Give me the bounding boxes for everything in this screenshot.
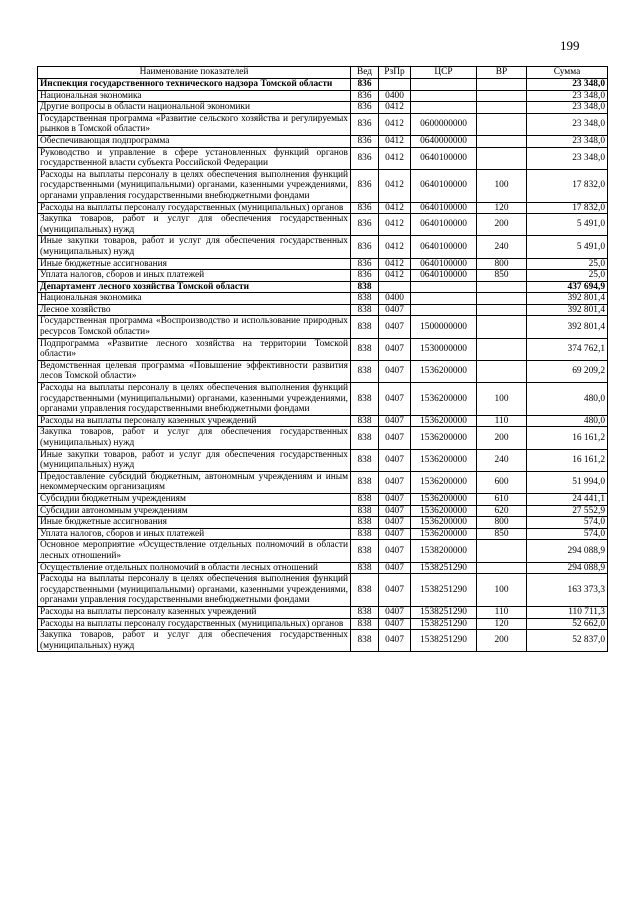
table-row xyxy=(38,493,608,505)
row-rzpr-cell: 0407 xyxy=(379,449,411,471)
row-sum-cell: 69 209,2 xyxy=(527,360,608,382)
row-name-cell: Руководство и управление в сфере установленных функций органов государственной власти субъекта Российской Федерации xyxy=(38,147,351,169)
table-row xyxy=(38,471,608,493)
row-rzpr-cell: 0407 xyxy=(379,528,411,540)
row-sum-cell: 163 373,3 xyxy=(527,574,608,607)
row-ved-cell: 836 xyxy=(351,147,379,169)
row-sum-cell: 51 994,0 xyxy=(527,471,608,493)
row-ved-cell: 838 xyxy=(351,574,379,607)
row-sum-cell: 27 552,9 xyxy=(527,505,608,517)
row-vr-cell: 240 xyxy=(477,449,527,471)
row-name-cell: Национальная экономика xyxy=(38,90,351,102)
row-name-cell: Субсидии автономным учреждениям xyxy=(38,505,351,517)
row-ved-cell: 838 xyxy=(351,316,379,338)
row-sum-cell: 392 801,4 xyxy=(527,293,608,305)
row-name-cell: Лесное хозяйство xyxy=(38,304,351,316)
row-rzpr-cell: 0407 xyxy=(379,630,411,652)
row-sum-cell: 25,0 xyxy=(527,258,608,270)
row-name-cell: Иные бюджетные ассигнования xyxy=(38,258,351,270)
row-rzpr-cell: 0407 xyxy=(379,316,411,338)
row-ved-cell: 838 xyxy=(351,360,379,382)
table-row xyxy=(38,540,608,562)
row-rzpr-cell: 0400 xyxy=(379,90,411,102)
row-sum-cell: 23 348,0 xyxy=(527,79,608,91)
row-name-cell: Расходы на выплаты персоналу государственных (муниципальных) органов xyxy=(38,202,351,214)
row-rzpr-cell: 0407 xyxy=(379,471,411,493)
row-name-cell: Расходы на выплаты персоналу в целях обеспечения выполнения функций государственными (муниципальными) органами, казенными учреждениями, органами управления государственными внебюджетными фондами xyxy=(38,383,351,416)
row-vr-cell: 200 xyxy=(477,427,527,449)
row-csr-cell: 1538251290 xyxy=(411,606,477,618)
row-ved-cell: 836 xyxy=(351,79,379,91)
row-rzpr-cell xyxy=(379,281,411,293)
row-csr-cell: 1538251290 xyxy=(411,618,477,630)
row-csr-cell: 1536200000 xyxy=(411,528,477,540)
row-ved-cell: 836 xyxy=(351,102,379,114)
row-name-cell: Другие вопросы в области национальной экономики xyxy=(38,102,351,114)
row-sum-cell: 437 694,9 xyxy=(527,281,608,293)
row-name-cell: Закупка товаров, работ и услуг для обеспечения государственных (муниципальных) нужд xyxy=(38,214,351,236)
row-vr-cell xyxy=(477,102,527,114)
row-name-cell: Основное мероприятие «Осуществление отдельных полномочий в области лесных отношений» xyxy=(38,540,351,562)
row-vr-cell xyxy=(477,540,527,562)
row-ved-cell: 836 xyxy=(351,169,379,202)
row-rzpr-cell: 0407 xyxy=(379,415,411,427)
table-row xyxy=(38,618,608,630)
table-row xyxy=(38,304,608,316)
row-csr-cell: 1538251290 xyxy=(411,630,477,652)
page-number: 199 xyxy=(560,38,580,53)
row-sum-cell: 16 161,2 xyxy=(527,449,608,471)
table-row xyxy=(38,574,608,607)
table-row xyxy=(38,293,608,305)
row-rzpr-cell: 0400 xyxy=(379,293,411,305)
row-csr-cell xyxy=(411,281,477,293)
row-csr-cell: 0640100000 xyxy=(411,214,477,236)
row-vr-cell xyxy=(477,562,527,574)
row-name-cell: Расходы на выплаты персоналу казенных учреждений xyxy=(38,415,351,427)
row-vr-cell xyxy=(477,135,527,147)
row-vr-cell: 850 xyxy=(477,270,527,282)
row-vr-cell: 100 xyxy=(477,574,527,607)
row-ved-cell: 838 xyxy=(351,505,379,517)
row-rzpr-cell: 0412 xyxy=(379,214,411,236)
row-name-cell: Ведомственная целевая программа «Повышение эффективности развития лесов Томской области» xyxy=(38,360,351,382)
row-sum-cell: 392 801,4 xyxy=(527,316,608,338)
table-row xyxy=(38,316,608,338)
row-sum-cell: 5 491,0 xyxy=(527,236,608,258)
table-row xyxy=(38,270,608,282)
row-vr-cell xyxy=(477,304,527,316)
column-header-csr: ЦСР xyxy=(411,67,477,79)
row-rzpr-cell: 0407 xyxy=(379,562,411,574)
row-ved-cell: 838 xyxy=(351,630,379,652)
budget-table xyxy=(37,66,608,652)
row-vr-cell: 850 xyxy=(477,528,527,540)
row-name-cell: Иные закупки товаров, работ и услуг для обеспечения государственных (муниципальных) нужд xyxy=(38,449,351,471)
row-rzpr-cell: 0412 xyxy=(379,102,411,114)
row-csr-cell: 1536200000 xyxy=(411,449,477,471)
row-sum-cell: 23 348,0 xyxy=(527,102,608,114)
row-sum-cell: 24 441,1 xyxy=(527,493,608,505)
table-row xyxy=(38,505,608,517)
row-vr-cell: 110 xyxy=(477,415,527,427)
row-name-cell: Предоставление субсидий бюджетным, автономным учреждениям и иным некоммерческим организациям xyxy=(38,471,351,493)
row-sum-cell: 574,0 xyxy=(527,528,608,540)
row-name-cell: Уплата налогов, сборов и иных платежей xyxy=(38,528,351,540)
row-rzpr-cell: 0407 xyxy=(379,505,411,517)
row-sum-cell: 25,0 xyxy=(527,270,608,282)
column-header-rzpr: РзПр xyxy=(379,67,411,79)
row-csr-cell xyxy=(411,79,477,91)
row-csr-cell: 1538200000 xyxy=(411,540,477,562)
row-sum-cell: 574,0 xyxy=(527,517,608,529)
row-sum-cell: 23 348,0 xyxy=(527,147,608,169)
column-header-name: Наименование показателей xyxy=(38,67,351,79)
row-rzpr-cell: 0412 xyxy=(379,147,411,169)
row-name-cell: Расходы на выплаты персоналу государственных (муниципальных) органов xyxy=(38,618,351,630)
row-csr-cell: 1500000000 xyxy=(411,316,477,338)
table-row xyxy=(38,135,608,147)
row-ved-cell: 836 xyxy=(351,214,379,236)
row-ved-cell: 836 xyxy=(351,270,379,282)
row-name-cell: Иные бюджетные ассигнования xyxy=(38,517,351,529)
row-ved-cell: 838 xyxy=(351,540,379,562)
row-ved-cell: 838 xyxy=(351,606,379,618)
table-row xyxy=(38,427,608,449)
row-name-cell: Уплата налогов, сборов и иных платежей xyxy=(38,270,351,282)
row-csr-cell: 1536200000 xyxy=(411,493,477,505)
row-rzpr-cell: 0407 xyxy=(379,360,411,382)
row-ved-cell: 838 xyxy=(351,517,379,529)
row-ved-cell: 838 xyxy=(351,471,379,493)
row-vr-cell xyxy=(477,90,527,102)
row-ved-cell: 838 xyxy=(351,415,379,427)
table-row xyxy=(38,449,608,471)
row-vr-cell xyxy=(477,147,527,169)
row-ved-cell: 838 xyxy=(351,528,379,540)
row-csr-cell xyxy=(411,293,477,305)
row-ved-cell: 838 xyxy=(351,293,379,305)
table-row xyxy=(38,79,608,91)
row-vr-cell: 120 xyxy=(477,202,527,214)
table-row xyxy=(38,606,608,618)
row-rzpr-cell: 0412 xyxy=(379,113,411,135)
row-rzpr-cell: 0407 xyxy=(379,383,411,416)
row-name-cell: Расходы на выплаты персоналу казенных учреждений xyxy=(38,606,351,618)
row-sum-cell: 52 662,0 xyxy=(527,618,608,630)
table-row xyxy=(38,90,608,102)
row-sum-cell: 480,0 xyxy=(527,383,608,416)
row-csr-cell xyxy=(411,102,477,114)
row-rzpr-cell xyxy=(379,79,411,91)
row-sum-cell: 294 088,9 xyxy=(527,562,608,574)
row-csr-cell: 0640100000 xyxy=(411,169,477,202)
row-ved-cell: 836 xyxy=(351,236,379,258)
table-row xyxy=(38,281,608,293)
table-row xyxy=(38,147,608,169)
row-vr-cell: 620 xyxy=(477,505,527,517)
row-vr-cell xyxy=(477,338,527,360)
row-csr-cell: 1538251290 xyxy=(411,574,477,607)
row-ved-cell: 838 xyxy=(351,618,379,630)
row-vr-cell: 100 xyxy=(477,169,527,202)
row-sum-cell: 374 762,1 xyxy=(527,338,608,360)
row-rzpr-cell: 0407 xyxy=(379,517,411,529)
row-ved-cell: 838 xyxy=(351,562,379,574)
row-ved-cell: 838 xyxy=(351,449,379,471)
row-ved-cell: 838 xyxy=(351,338,379,360)
row-name-cell: Закупка товаров, работ и услуг для обеспечения государственных (муниципальных) нужд xyxy=(38,630,351,652)
row-name-cell: Расходы на выплаты персоналу в целях обеспечения выполнения функций государственными (муниципальными) органами, казенными учреждениями, органами управления государственными внебюджетными фондами xyxy=(38,574,351,607)
row-name-cell: Государственная программа «Развитие сельского хозяйства и регулируемых рынков в Томской области» xyxy=(38,113,351,135)
row-rzpr-cell: 0412 xyxy=(379,258,411,270)
row-name-cell: Обеспечивающая подпрограмма xyxy=(38,135,351,147)
row-csr-cell: 1536200000 xyxy=(411,471,477,493)
row-vr-cell: 240 xyxy=(477,236,527,258)
row-csr-cell: 0640100000 xyxy=(411,258,477,270)
row-sum-cell: 17 832,0 xyxy=(527,169,608,202)
row-csr-cell: 0640100000 xyxy=(411,236,477,258)
row-vr-cell: 800 xyxy=(477,517,527,529)
row-ved-cell: 838 xyxy=(351,281,379,293)
table-row xyxy=(38,338,608,360)
row-rzpr-cell: 0412 xyxy=(379,169,411,202)
row-name-cell: Инспекция государственного технического надзора Томской области xyxy=(38,79,351,91)
table-body xyxy=(38,79,608,652)
table-row xyxy=(38,383,608,416)
row-ved-cell: 838 xyxy=(351,304,379,316)
row-csr-cell: 1536200000 xyxy=(411,360,477,382)
row-csr-cell: 0600000000 xyxy=(411,113,477,135)
row-rzpr-cell: 0412 xyxy=(379,202,411,214)
row-sum-cell: 480,0 xyxy=(527,415,608,427)
row-ved-cell: 836 xyxy=(351,113,379,135)
row-rzpr-cell: 0407 xyxy=(379,493,411,505)
row-ved-cell: 836 xyxy=(351,202,379,214)
row-ved-cell: 836 xyxy=(351,90,379,102)
row-name-cell: Осуществление отдельных полномочий в области лесных отношений xyxy=(38,562,351,574)
table-row xyxy=(38,360,608,382)
row-csr-cell: 1536200000 xyxy=(411,427,477,449)
row-csr-cell: 0640100000 xyxy=(411,270,477,282)
row-name-cell: Государственная программа «Воспроизводство и использование природных ресурсов Томской области» xyxy=(38,316,351,338)
row-sum-cell: 23 348,0 xyxy=(527,113,608,135)
row-sum-cell: 23 348,0 xyxy=(527,90,608,102)
row-ved-cell: 838 xyxy=(351,383,379,416)
row-sum-cell: 294 088,9 xyxy=(527,540,608,562)
row-name-cell: Закупка товаров, работ и услуг для обеспечения государственных (муниципальных) нужд xyxy=(38,427,351,449)
row-vr-cell: 600 xyxy=(477,471,527,493)
row-name-cell: Подпрограмма «Развитие лесного хозяйства на территории Томской области» xyxy=(38,338,351,360)
table-row xyxy=(38,415,608,427)
row-csr-cell: 0640000000 xyxy=(411,135,477,147)
row-vr-cell xyxy=(477,281,527,293)
table-row xyxy=(38,258,608,270)
row-csr-cell: 1536200000 xyxy=(411,505,477,517)
row-csr-cell: 1536200000 xyxy=(411,415,477,427)
row-csr-cell: 1538251290 xyxy=(411,562,477,574)
column-header-vr: ВР xyxy=(477,67,527,79)
row-csr-cell: 0640100000 xyxy=(411,202,477,214)
row-ved-cell: 836 xyxy=(351,135,379,147)
column-header-sum: Сумма xyxy=(527,67,608,79)
row-vr-cell: 120 xyxy=(477,618,527,630)
row-rzpr-cell: 0412 xyxy=(379,236,411,258)
row-vr-cell: 110 xyxy=(477,606,527,618)
row-rzpr-cell: 0407 xyxy=(379,427,411,449)
row-vr-cell xyxy=(477,79,527,91)
row-rzpr-cell: 0407 xyxy=(379,304,411,316)
row-rzpr-cell: 0407 xyxy=(379,618,411,630)
row-name-cell: Субсидии бюджетным учреждениям xyxy=(38,493,351,505)
row-rzpr-cell: 0412 xyxy=(379,270,411,282)
row-vr-cell: 610 xyxy=(477,493,527,505)
table-row xyxy=(38,214,608,236)
row-ved-cell: 838 xyxy=(351,427,379,449)
row-csr-cell: 1536200000 xyxy=(411,517,477,529)
table-row xyxy=(38,113,608,135)
row-sum-cell: 52 837,0 xyxy=(527,630,608,652)
table-row xyxy=(38,202,608,214)
row-csr-cell: 0640100000 xyxy=(411,147,477,169)
table-row xyxy=(38,236,608,258)
table-header-row xyxy=(38,67,608,79)
row-sum-cell: 392 801,4 xyxy=(527,304,608,316)
row-name-cell: Иные закупки товаров, работ и услуг для обеспечения государственных (муниципальных) нужд xyxy=(38,236,351,258)
row-vr-cell xyxy=(477,316,527,338)
column-header-ved: Вед xyxy=(351,67,379,79)
row-sum-cell: 5 491,0 xyxy=(527,214,608,236)
row-vr-cell: 100 xyxy=(477,383,527,416)
row-rzpr-cell: 0407 xyxy=(379,574,411,607)
row-name-cell: Национальная экономика xyxy=(38,293,351,305)
table-row xyxy=(38,562,608,574)
row-sum-cell: 16 161,2 xyxy=(527,427,608,449)
table-row xyxy=(38,630,608,652)
row-vr-cell xyxy=(477,293,527,305)
row-sum-cell: 110 711,3 xyxy=(527,606,608,618)
row-vr-cell xyxy=(477,360,527,382)
row-rzpr-cell: 0407 xyxy=(379,338,411,360)
row-rzpr-cell: 0407 xyxy=(379,606,411,618)
row-vr-cell: 200 xyxy=(477,214,527,236)
row-vr-cell: 800 xyxy=(477,258,527,270)
table-row xyxy=(38,169,608,202)
table-row xyxy=(38,517,608,529)
row-sum-cell: 23 348,0 xyxy=(527,135,608,147)
row-csr-cell xyxy=(411,90,477,102)
row-csr-cell xyxy=(411,304,477,316)
row-ved-cell: 836 xyxy=(351,258,379,270)
row-rzpr-cell: 0407 xyxy=(379,540,411,562)
row-vr-cell: 200 xyxy=(477,630,527,652)
row-name-cell: Расходы на выплаты персоналу в целях обеспечения выполнения функций государственными (муниципальными) органами, казенными учреждениями, органами управления государственными внебюджетными фондами xyxy=(38,169,351,202)
row-ved-cell: 838 xyxy=(351,493,379,505)
row-name-cell: Департамент лесного хозяйства Томской области xyxy=(38,281,351,293)
table-row xyxy=(38,528,608,540)
row-vr-cell xyxy=(477,113,527,135)
row-csr-cell: 1536200000 xyxy=(411,383,477,416)
table-row xyxy=(38,102,608,114)
row-csr-cell: 1530000000 xyxy=(411,338,477,360)
row-rzpr-cell: 0412 xyxy=(379,135,411,147)
row-sum-cell: 17 832,0 xyxy=(527,202,608,214)
